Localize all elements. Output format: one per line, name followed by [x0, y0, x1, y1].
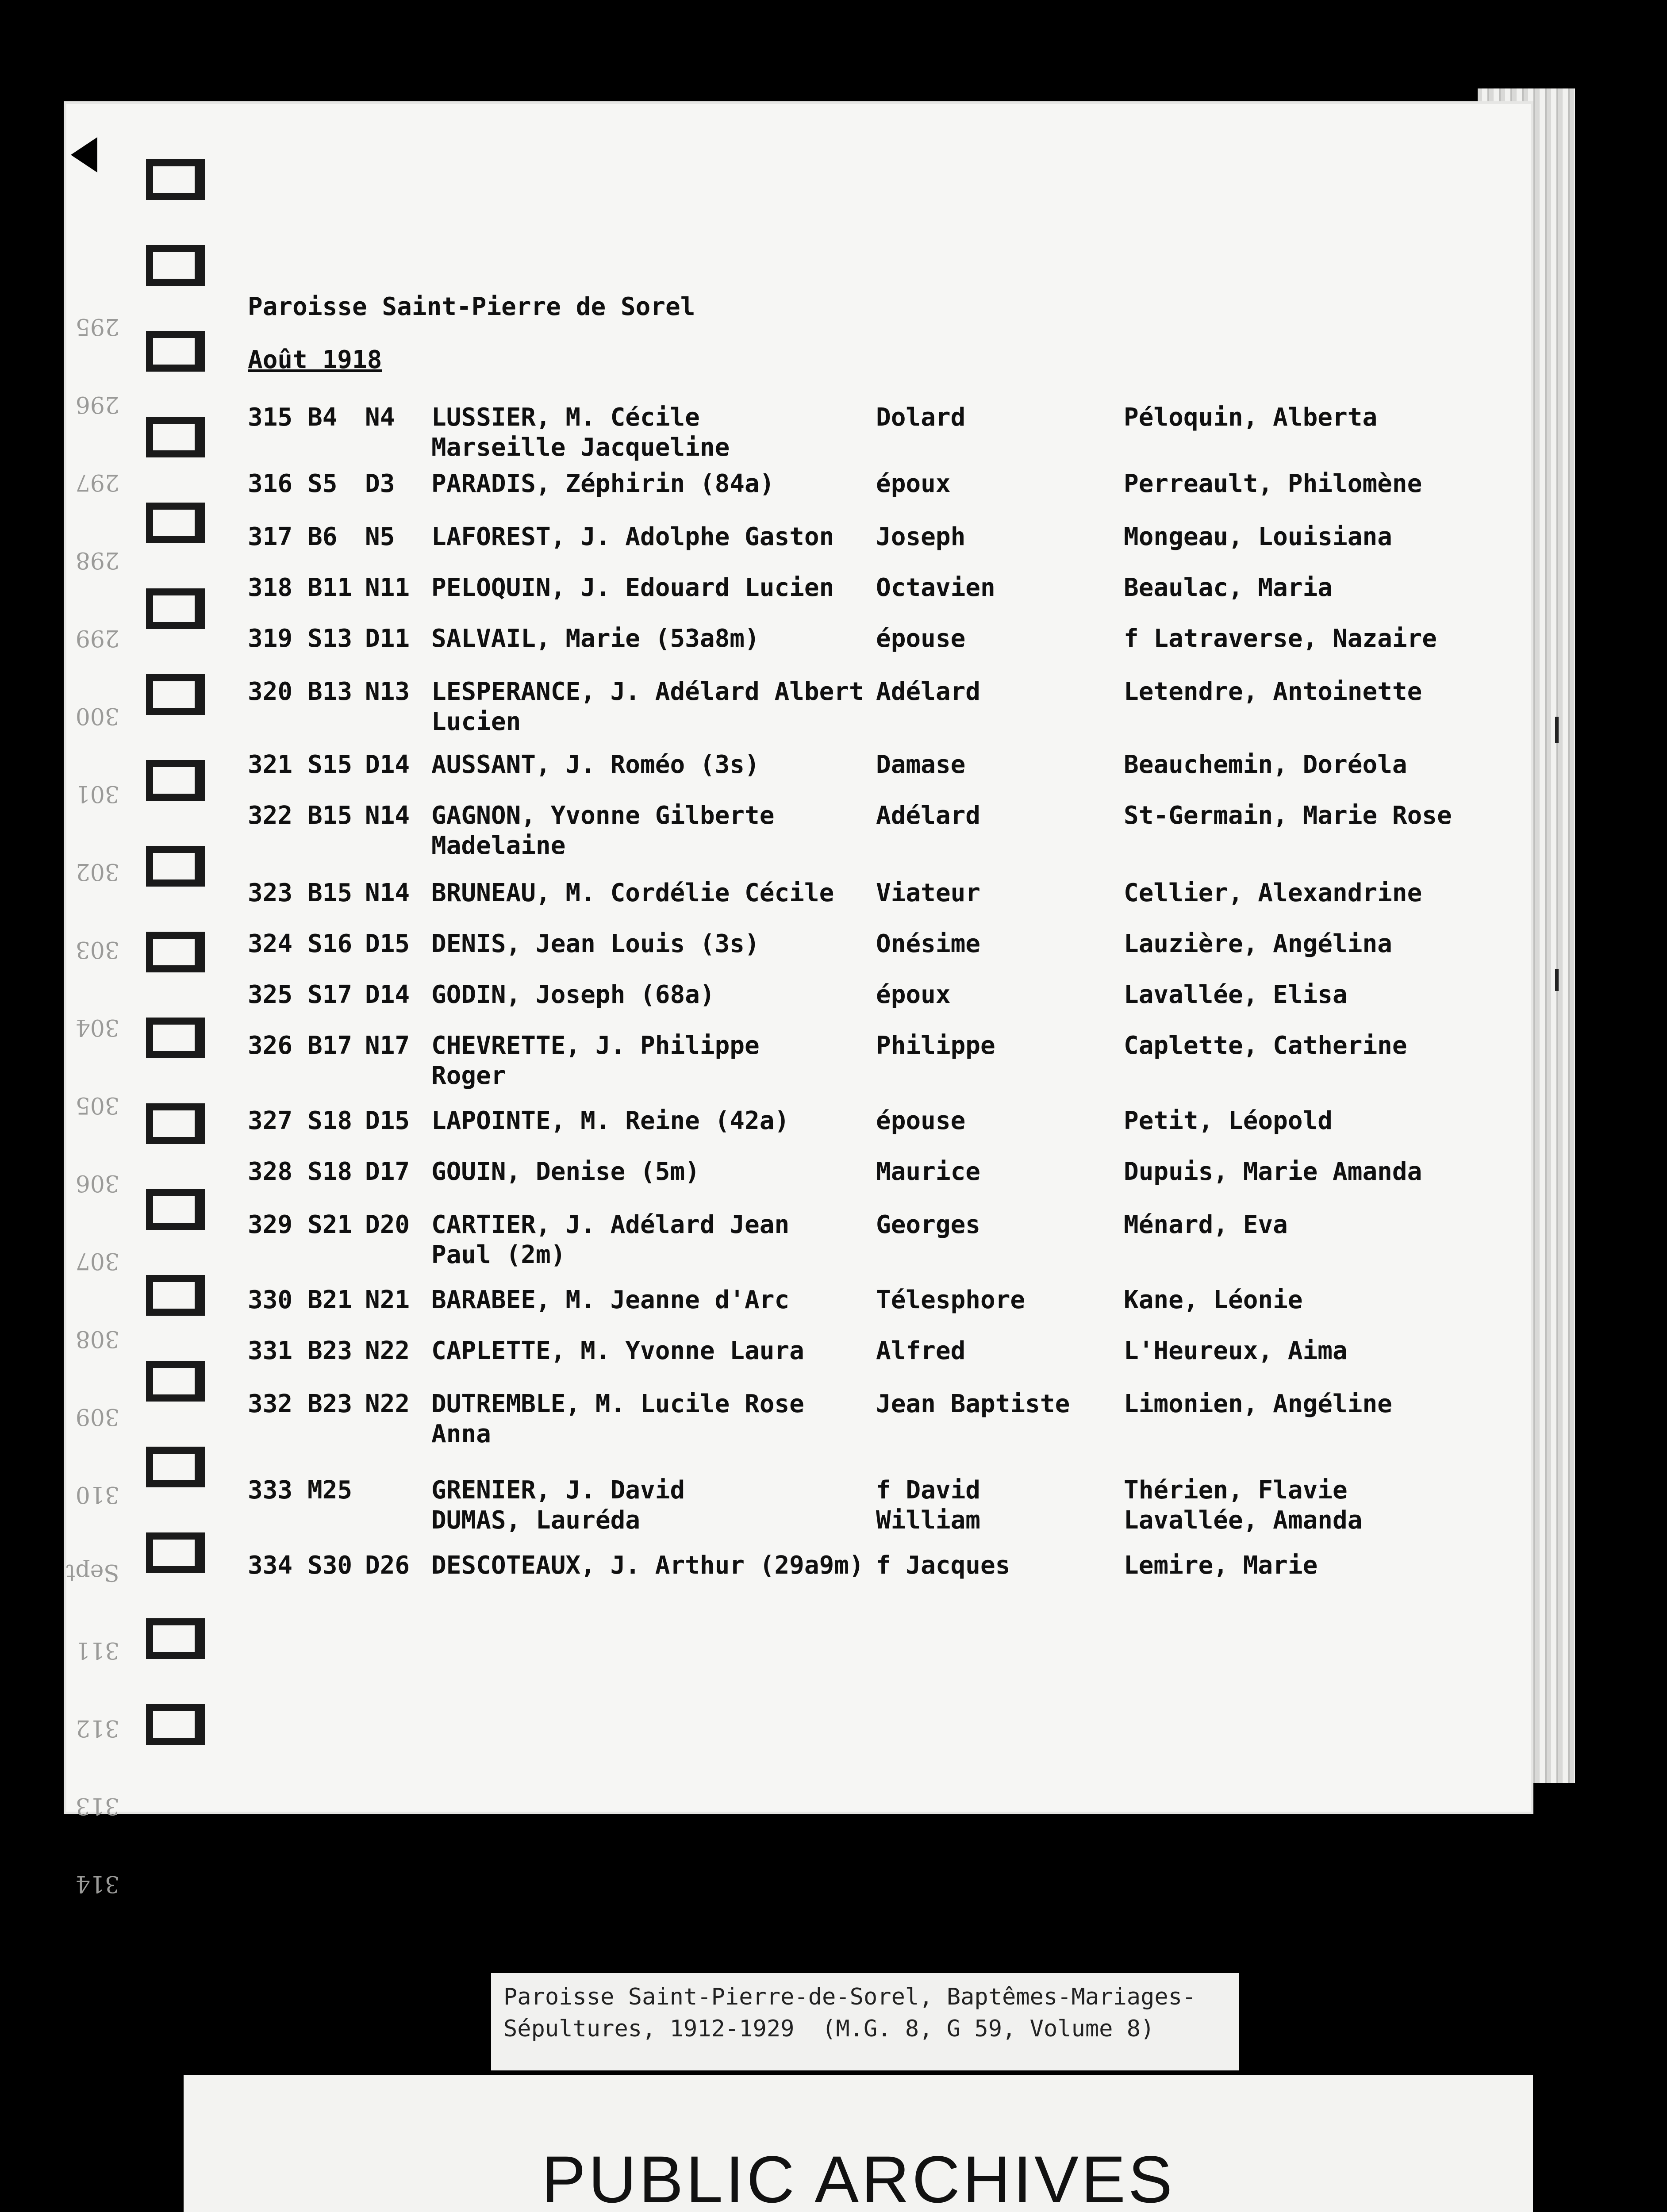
- entry-code: S18: [307, 1157, 353, 1186]
- banner-line-1: PUBLIC ARCHIVES: [541, 2142, 1175, 2212]
- entry-name: BRUNEAU, M. Cordélie Cécile: [431, 879, 834, 907]
- entry-code: B23: [307, 1390, 353, 1418]
- entry-number: 318: [248, 573, 293, 602]
- entry-day: N14: [365, 879, 410, 907]
- entry-day: D15: [365, 1106, 410, 1135]
- entry-name: PELOQUIN, J. Edouard Lucien: [431, 573, 834, 602]
- entry-mother: Cellier, Alexandrine: [1124, 879, 1422, 907]
- entry-parent: Dolard: [876, 403, 966, 432]
- entry-name: DESCOTEAUX, J. Arthur (29a9m): [431, 1551, 864, 1580]
- binding-ring: [146, 1189, 199, 1230]
- entry-parent: Jean Baptiste: [876, 1390, 1070, 1418]
- entry-name: BARABEE, M. Jeanne d'Arc: [431, 1286, 790, 1314]
- spiral-binding: [146, 159, 243, 1783]
- entry-number: 321: [248, 750, 293, 779]
- entry-parent: Adélard: [876, 677, 981, 706]
- entry-parent: épouse: [876, 624, 966, 653]
- entry-day: D3: [365, 469, 395, 498]
- entry-parent: époux: [876, 980, 951, 1009]
- entry-code: M25: [307, 1476, 353, 1505]
- entry-code: B15: [307, 879, 353, 907]
- page-tab-number: 312: [75, 1715, 119, 1741]
- entry-day: D26: [365, 1551, 410, 1580]
- entry-name: GAGNON, Yvonne Gilberte Madelaine: [431, 801, 775, 860]
- binding-notch: [71, 137, 97, 173]
- binding-ring: [146, 159, 199, 200]
- page-tab-number: 308: [75, 1325, 119, 1352]
- entry-number: 330: [248, 1286, 293, 1314]
- month-heading: Août 1918: [248, 346, 382, 374]
- entry-parent: Alfred: [876, 1336, 966, 1365]
- entry-parent: Georges: [876, 1210, 981, 1239]
- entry-day: D11: [365, 624, 410, 653]
- entry-parent: Joseph: [876, 522, 966, 551]
- entry-mother: Limonien, Angéline: [1124, 1390, 1392, 1418]
- entry-number: 327: [248, 1106, 293, 1135]
- page-tab-number: 298: [75, 547, 119, 573]
- entry-code: S16: [307, 929, 353, 958]
- archives-banner: [184, 2075, 1533, 2212]
- entry-name: PARADIS, Zéphirin (84a): [431, 469, 775, 498]
- entry-name: LAPOINTE, M. Reine (42a): [431, 1106, 790, 1135]
- entry-number: 324: [248, 929, 293, 958]
- archive-caption-label: [491, 1973, 1239, 2070]
- entry-mother: Lavallée, Elisa: [1124, 980, 1348, 1009]
- entry-name: DENIS, Jean Louis (3s): [431, 929, 760, 958]
- page-tab-number: 299: [75, 625, 119, 651]
- entry-parent: Damase: [876, 750, 966, 779]
- entry-mother: St-Germain, Marie Rose: [1124, 801, 1452, 830]
- entry-day: N21: [365, 1286, 410, 1314]
- page-tab-number: 311: [75, 1637, 119, 1663]
- register-row: [248, 801, 1531, 863]
- page-tab-number: 314: [75, 1870, 119, 1897]
- entry-number: 329: [248, 1210, 293, 1239]
- entry-parent: f David William: [876, 1476, 981, 1535]
- entry-mother: Péloquin, Alberta: [1124, 403, 1378, 432]
- entry-name: GOUIN, Denise (5m): [431, 1157, 700, 1186]
- entry-number: 328: [248, 1157, 293, 1186]
- entry-mother: Beaulac, Maria: [1124, 573, 1333, 602]
- entry-day: D15: [365, 929, 410, 958]
- binding-ring: [146, 331, 199, 372]
- entry-number: 334: [248, 1551, 293, 1580]
- entry-mother: f Latraverse, Nazaire: [1124, 624, 1437, 653]
- page-tab-number: 300: [75, 703, 119, 729]
- entry-number: 316: [248, 469, 293, 498]
- binding-ring: [146, 1618, 199, 1659]
- entry-number: 325: [248, 980, 293, 1009]
- register-content: [248, 283, 1531, 1610]
- binding-ring: [146, 1275, 199, 1316]
- page-tab-number: 310: [75, 1481, 119, 1508]
- register-row: [248, 1551, 1531, 1613]
- entry-mother: Kane, Léonie: [1124, 1286, 1303, 1314]
- entry-number: 315: [248, 403, 293, 432]
- page-tab-number: Sept: [66, 1559, 119, 1586]
- entry-mother: Thérien, Flavie Lavallée, Amanda: [1124, 1476, 1363, 1535]
- register-row: [248, 624, 1531, 686]
- entry-parent: Onésime: [876, 929, 981, 958]
- page-tab-number: 305: [75, 1092, 119, 1118]
- register-row: [248, 469, 1531, 531]
- entry-day: N11: [365, 573, 410, 602]
- caption-line-2: Sépultures, 1912-1929 (M.G. 8, G 59, Volume 8): [503, 2016, 1155, 2042]
- entry-parent: Adélard: [876, 801, 981, 830]
- entry-code: B11: [307, 573, 353, 602]
- register-row: [248, 1157, 1531, 1219]
- entry-code: S17: [307, 980, 353, 1009]
- register-row: [248, 1210, 1531, 1272]
- entry-mother: Petit, Léopold: [1124, 1106, 1333, 1135]
- entry-day: N4: [365, 403, 395, 432]
- binding-ring: [146, 932, 199, 972]
- page-tab-number: 296: [75, 391, 119, 418]
- entry-code: S21: [307, 1210, 353, 1239]
- entry-day: D20: [365, 1210, 410, 1239]
- entry-mother: Caplette, Catherine: [1124, 1031, 1407, 1060]
- parish-heading: Paroisse Saint-Pierre de Sorel: [248, 292, 695, 321]
- binding-ring: [146, 503, 199, 543]
- entry-number: 332: [248, 1390, 293, 1418]
- entry-parent: Télesphore: [876, 1286, 1026, 1314]
- register-row: [248, 403, 1531, 465]
- entry-mother: Perreault, Philomène: [1124, 469, 1422, 498]
- entry-day: N22: [365, 1336, 410, 1365]
- register-row: [248, 677, 1531, 739]
- entry-name: LAFOREST, J. Adolphe Gaston: [431, 522, 834, 551]
- caption-line-1: Paroisse Saint-Pierre-de-Sorel, Baptêmes-Mariages-: [503, 1984, 1196, 2010]
- entry-day: N14: [365, 801, 410, 830]
- entry-code: S30: [307, 1551, 353, 1580]
- page-tab-number: 301: [75, 780, 119, 807]
- page-edge-mark: [1555, 717, 1559, 743]
- entry-name: LUSSIER, M. Cécile Marseille Jacqueline: [431, 403, 730, 462]
- entry-day: D14: [365, 980, 410, 1009]
- entry-number: 317: [248, 522, 293, 551]
- entry-code: S15: [307, 750, 353, 779]
- entry-parent: Octavien: [876, 573, 995, 602]
- entry-mother: Lemire, Marie: [1124, 1551, 1318, 1580]
- entry-code: S13: [307, 624, 353, 653]
- entry-mother: L'Heureux, Aima: [1124, 1336, 1348, 1365]
- page-tab-number: 304: [75, 1014, 119, 1041]
- register-row: [248, 1475, 1531, 1537]
- entry-code: B4: [307, 403, 338, 432]
- entry-mother: Lauzière, Angélina: [1124, 929, 1392, 958]
- entry-code: S5: [307, 469, 338, 498]
- entry-mother: Mongeau, Louisiana: [1124, 522, 1392, 551]
- binding-ring: [146, 245, 199, 286]
- page-tab-number: 309: [75, 1403, 119, 1430]
- entry-name: CAPLETTE, M. Yvonne Laura: [431, 1336, 804, 1365]
- binding-ring: [146, 1361, 199, 1402]
- entry-parent: Maurice: [876, 1157, 981, 1186]
- entry-day: N13: [365, 677, 410, 706]
- binding-ring: [146, 760, 199, 801]
- entry-parent: Philippe: [876, 1031, 995, 1060]
- page-tab-number: 297: [75, 469, 119, 495]
- entry-name: DUTREMBLE, M. Lucile Rose Anna: [431, 1390, 804, 1448]
- entry-number: 333: [248, 1476, 293, 1505]
- binding-ring: [146, 1103, 199, 1144]
- entry-code: S18: [307, 1106, 353, 1135]
- entry-mother: Dupuis, Marie Amanda: [1124, 1157, 1422, 1186]
- entry-day: N22: [365, 1390, 410, 1418]
- entry-name: GRENIER, J. David DUMAS, Lauréda: [431, 1476, 685, 1535]
- entry-number: 322: [248, 801, 293, 830]
- binding-ring: [146, 846, 199, 887]
- entry-parent: époux: [876, 469, 951, 498]
- binding-ring: [146, 1704, 199, 1745]
- page-edge-mark: [1555, 969, 1559, 991]
- entry-parent: Viateur: [876, 879, 981, 907]
- entry-name: GODIN, Joseph (68a): [431, 980, 715, 1009]
- entry-code: B17: [307, 1031, 353, 1060]
- entry-code: B23: [307, 1336, 353, 1365]
- entry-code: B21: [307, 1286, 353, 1314]
- entry-mother: Beauchemin, Doréola: [1124, 750, 1407, 779]
- entry-name: AUSSANT, J. Roméo (3s): [431, 750, 760, 779]
- page-tab-number: 302: [75, 858, 119, 885]
- entry-number: 319: [248, 624, 293, 653]
- binding-ring: [146, 1018, 199, 1058]
- left-page-tabs: [66, 288, 119, 1897]
- entry-number: 326: [248, 1031, 293, 1060]
- binding-ring: [146, 1532, 199, 1573]
- page-tab-number: 307: [75, 1248, 119, 1274]
- entry-code: B13: [307, 677, 353, 706]
- entry-name: SALVAIL, Marie (53a8m): [431, 624, 760, 653]
- entry-name: CHEVRETTE, J. Philippe Roger: [431, 1031, 760, 1090]
- entry-day: N5: [365, 522, 395, 551]
- register-row: [248, 1031, 1531, 1093]
- page-tab-number: 306: [75, 1170, 119, 1196]
- page-tab-number: 313: [75, 1793, 119, 1819]
- register-row: [248, 1336, 1531, 1398]
- entry-day: N17: [365, 1031, 410, 1060]
- entry-name: LESPERANCE, J. Adélard Albert Lucien: [431, 677, 864, 736]
- entry-parent: épouse: [876, 1106, 966, 1135]
- register-row: [248, 1389, 1531, 1451]
- entry-code: B6: [307, 522, 338, 551]
- entry-number: 331: [248, 1336, 293, 1365]
- entry-name: CARTIER, J. Adélard Jean Paul (2m): [431, 1210, 790, 1269]
- binding-ring: [146, 1447, 199, 1487]
- entry-number: 320: [248, 677, 293, 706]
- entry-day: D14: [365, 750, 410, 779]
- page-tab-number: 295: [75, 313, 119, 340]
- binding-ring: [146, 588, 199, 629]
- entry-mother: Ménard, Eva: [1124, 1210, 1288, 1239]
- entry-day: D17: [365, 1157, 410, 1186]
- entry-mother: Letendre, Antoinette: [1124, 677, 1422, 706]
- entry-parent: f Jacques: [876, 1551, 1010, 1580]
- page-tab-number: 303: [75, 936, 119, 963]
- binding-ring: [146, 674, 199, 715]
- entry-code: B15: [307, 801, 353, 830]
- entry-number: 323: [248, 879, 293, 907]
- binding-ring: [146, 417, 199, 457]
